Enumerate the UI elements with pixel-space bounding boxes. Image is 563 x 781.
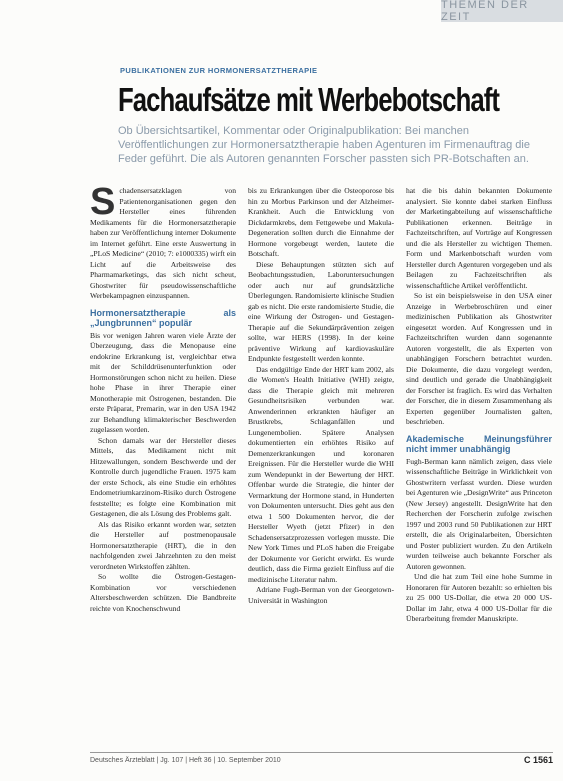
paragraph [90,186,236,302]
paragraph: Als das Risiko erkannt worden war, setzten die Hersteller auf postmenopausale Hormonersatztherapie (HRT), die in den nachfolgenden zwei Jahrzehnten zu den meist verordneten Wirkstoffen zählten. [90,519,236,571]
article-headline: Fachaufsätze mit Werbebotschaft [118,81,500,118]
section-tag-label: THEMEN DER ZEIT [441,0,529,23]
paragraph: Das endgültige Ende der HRT kam 2002, als die Women's Health Initiative (WHI) zeigte, dass die Therapie gleich mit mehreren Gesundheitsrisiken verbunden war. Anwenderinnen erkrankten häufiger an Brustkrebs, Schlaganfällen und Lungenembolien. Spätere Analysen dokumentierten ein erhöhtes Risiko auf Demenzerkrankungen und koronaren Ereignissen. Für die Hersteller wurde die WHI zum Wendepunkt in der Bewertung der HRT. Offenbar wurde die Strategie, die hinter der Vermarktung der Hormone stand, in Hunderten von Dokumenten untersucht. Dies geht aus den etwa 1 500 Dokumenten hervor, die der Hersteller Wyeth (jetzt Pfizer) in den Schadensersatzprozessen vorlegen musste. Die New York Times und PLoS haben die Freigabe der Dokumente vor Gericht erwirkt. Es wurde deutlich, dass die Firma gezielt Einfluss auf die medizinische Literatur nahm. [248,364,394,584]
paragraph: Adriane Fugh-Berman von der Georgetown-Universität in Washington [248,585,394,605]
subheading: Hormonersatztherapie als „Jungbrunnen“ populär [90,307,236,328]
paragraph: Schon damals war der Hersteller dieses Mittels, das Medikament nicht mit Hitzewallungen, sondern Beschwerde und der Kontrolle durch jugendliche Frauen. 1975 kam der erste Schock, als eine Studie ein erhöhtes Endometriumkarzinom-Risiko durch Östrogene feststellte; es folgte eine Kombination mit Gestagenen, die als Lösung des Problems galt. [90,435,236,518]
paragraph: Diese Behauptungen stützten sich auf Beobachtungsstudien, Laboruntersuchungen oder auch nur auf grundsätzliche Überlegungen. Randomisierte klinische Studien gab es nicht. Die erste randomisierte Studie, die eine Wirkung der Östrogen- und Gestagen-Therapie auf die Sekundärprävention zeigen sollte, war HERS (1998). In der keine präventive Wirkung auf kardiovaskuläre Endpunkte festgestellt werden konnte. [248,259,394,363]
paragraph-text: chadensersatzklagen von Patientenorganisationen gegen den Hersteller eines führenden Medikaments für die Hormonersatztherapie haben zur Veröffentlichung interner Dokumente im Internet geführt. Eine erste Auswertung in „PLoS Medicine“ (2010; 7: e1000335) wirft ein Licht auf die Arbeitsweise des Pharmamarketings, das sich nicht scheut, Ghostwriter für pseudowissenschaftliche Werbekampagnen einzuspannen. [90,186,236,300]
article-lead: Ob Übersichtsartikel, Kommentar oder Originalpublikation: Bei manchen Veröffentlichungen zur Hormonersatztherapie haben Agenturen im Firmenauftrag die Feder geführt. Die als Autoren genannten Forscher passten sich PR-Botschaften an. [118,125,530,165]
drop-cap: S [90,186,116,223]
body-column-3 [406,186,552,746]
journal-citation: Deutsches Ärzteblatt | Jg. 107 | Heft 36 | 10. September 2010 [90,756,281,764]
paragraph: Fugh-Berman kann nämlich zeigen, dass viele wissenschaftliche Beiträge in Wirklichkeit von Ghostwritern verfasst wurden. Diese wurden bei Agenturen wie „DesignWrite“ aus Princeton (New Jersey) angestellt. DesignWrite hat den Recherchen der Forscherin zufolge zwischen 1997 und 2003 rund 50 Publikationen zur HRT erstellt, die als Originalarbeiten, Übersichten und Poster publiziert wurden. Zu den Artikeln wurden teilweise auch bekannte Forscher als Autoren gewonnen. [406,456,552,571]
paragraph: Bis vor wenigen Jahren waren viele Ärzte der Überzeugung, dass die Menopause eine endokrine Erkrankung ist, vergleichbar etwa mit der Schilddrüsenunterfunktion oder Hormonstörungen schon nicht zu heilen. Diese hohe Phase in ihrer Therapie einer Monotherapie mit Östrogenen, bestanden. Die erste Präparat, Premarin, war in den USA 1942 zur Behandlung klimakterischer Beschwerden zugelassen worden. [90,330,236,434]
body-column-1 [90,186,236,746]
paragraph: So ist ein beispielsweise in den USA einer Anzeige in Werbebroschüren und einer medizinischen Publikation als Ghostwriter eingesetzt worden. Auf Kongressen und in Fachzeitschriften wurden dann sogenannte Autoren vorgestellt, die als Experten von unabhängigen Forschern betrachtet wurden. Die Dokumente, die dazu vorgelegt werden, sind deutlich und gerade die Unabhängigkeit der Forscher ist fraglich. Es wird das Verhalten der Forscher, die in diesem Zusammenhang als Experten gegenüber Journalisten galten, beschrieben. [406,291,552,426]
page-footer [90,752,553,767]
body-column-2 [248,186,394,746]
subheading: Akademische Meinungsführer nicht immer unabhängig [406,433,552,454]
section-tag [441,0,563,22]
paragraph: So wollte die Östrogen-Gestagen-Kombination vor verschiedenen Altersbeschwerden schützen. Die Bandbreite reichte von Knochenschwund [90,572,236,613]
paragraph: hat die bis dahin bekannten Dokumente analysiert. Sie konnte dabei starken Einfluss der Marketingabteilung auf wissenschaftliche Publikationen erkennen. Beiträge in Fachzeitschriften, auf Vorträge auf Kongressen und die als Hersteller zu wichtigen Themen. Form und Markenbotschaft wurden vom Hersteller durch Agenturen vorgegeben und als Beilagen zu Fachzeitschriften als wissenschaftliche Artikel veröffentlicht. [406,186,552,290]
paragraph: Und die hat zum Teil eine hohe Summe in Honoraren für Autoren bezahlt: so erhielten bis zu 25 000 US-Dollar, die etwa 20 000 US-Dollar im Jahr, etwa 4 000 US-Dollar für die Überarbeitung fremder Manuskripte. [406,572,552,623]
paragraph: bis zu Erkrankungen über die Osteoporose bis hin zu Morbus Parkinson und der Alzheimer-Krankheit. Auch die Entwicklung von Dickdarmkrebs, dem Fettgewebe und Makula-Degeneration sollten durch die Einnahme der Hormone vorgebeugt werden, lautete die Botschaft. [248,186,394,258]
article-kicker: PUBLIKATIONEN ZUR HORMONERSATZTHERAPIE [120,66,318,75]
article-body [90,186,553,746]
page-number: C 1561 [523,755,553,765]
